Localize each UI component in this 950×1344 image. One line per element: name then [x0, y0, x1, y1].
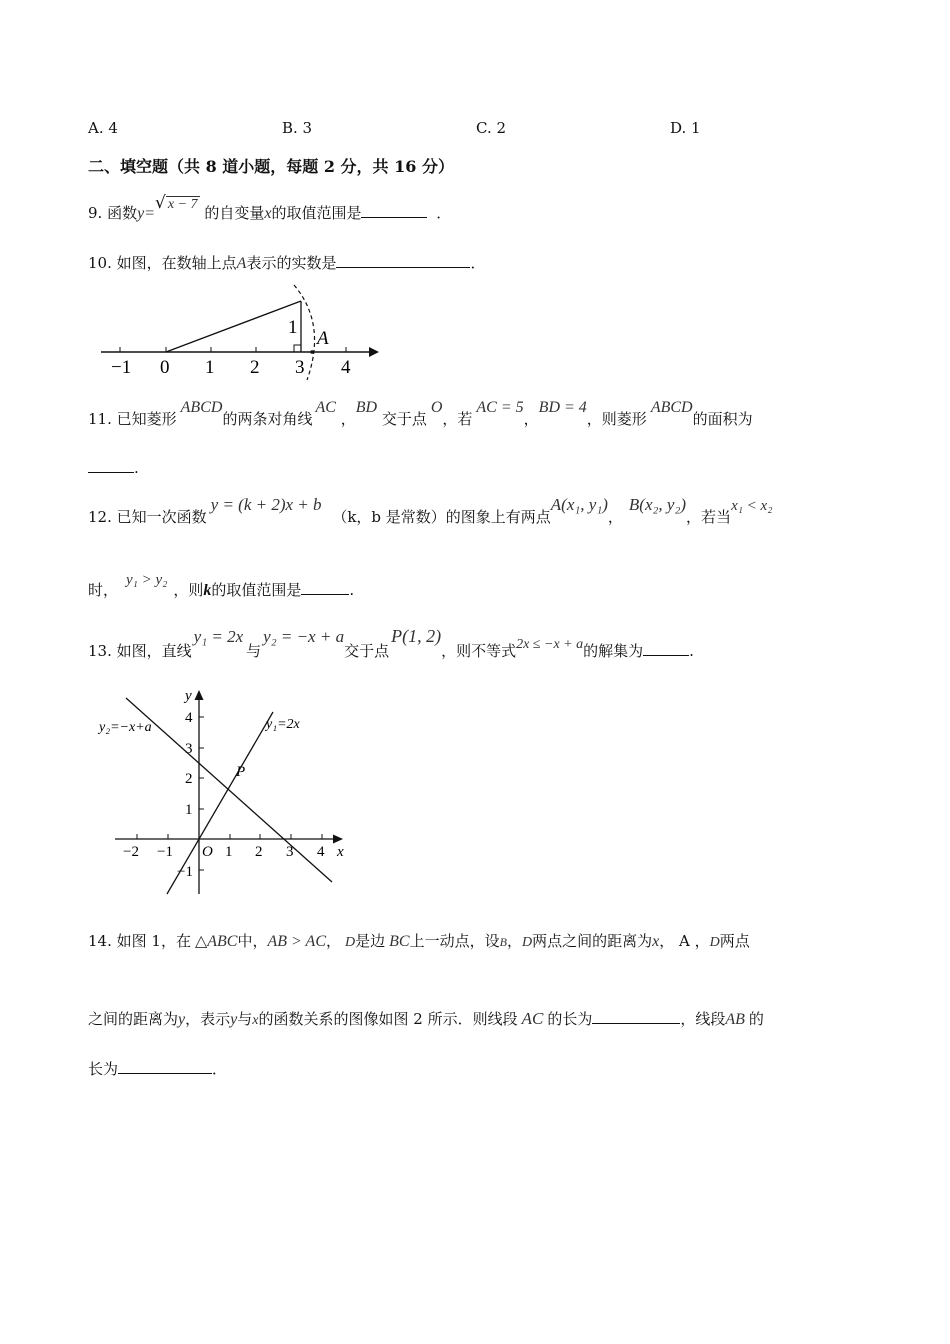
- option-d: D. 1: [670, 119, 701, 137]
- y-tick-label: 4: [185, 710, 193, 726]
- tick-label: 3: [295, 357, 305, 378]
- tick-label: 1: [205, 357, 215, 378]
- right-angle-icon: [294, 345, 301, 352]
- point-a-dot: [310, 350, 314, 354]
- x-tick-label: −1: [157, 844, 173, 860]
- question-12-line-2: 时，y₁ > y₂，则k的取值范围是 .: [88, 572, 355, 599]
- option-b: B. 3: [282, 119, 313, 137]
- y-tick-label: 1: [185, 802, 193, 818]
- line-y2-label: y₂=−x+a: [99, 720, 152, 735]
- question-14: 14. 如图 1，在 △ABC中，AB > AC， D是边 BC上一动点，设B，D两点之间的距离为x， A ，D两点: [88, 932, 750, 950]
- y-tick-label: 2: [185, 771, 193, 787]
- y-arrow-icon: [195, 690, 204, 700]
- tick-label: −1: [111, 357, 132, 378]
- height-label: 1: [288, 317, 298, 338]
- x-tick-label: −2: [123, 844, 139, 860]
- point-a-label: A: [317, 328, 329, 349]
- option-a: A. 4: [88, 119, 118, 137]
- x-tick-label: 1: [225, 844, 233, 860]
- origin-label: O: [202, 844, 213, 860]
- question-14-line-3: 长为 ．: [88, 1060, 228, 1078]
- x-ticks: [137, 834, 322, 839]
- point-p-label: P: [236, 764, 246, 780]
- question-14-line-2: 之间的距离为y，表示y与x的函数关系的图像如图 2 所示．则线段 AC 的长为 ，线段AB 的: [88, 1009, 764, 1028]
- line-y1: [167, 712, 273, 894]
- hypotenuse: [166, 301, 301, 352]
- question-11: 11. 已知菱形ABCD的两条对角线AC ，BD 交于点O，若AC = 5，BD = 4，则菱形ABCD的面积为: [88, 399, 753, 428]
- option-c: C. 2: [476, 119, 507, 137]
- question-10: 10. 如图，在数轴上点A表示的实数是 ．: [88, 254, 486, 272]
- answer-blank-ab[interactable]: [118, 1059, 212, 1074]
- question-9: 9. 函数y=√ x − 7 的自变量x的取值范围是 ．: [88, 193, 452, 222]
- y-tick-label: 3: [185, 741, 193, 757]
- section-title: 二、填空题（共 8 道小题，每题 2 分，共 16 分）: [88, 157, 454, 176]
- arrow-head-icon: [369, 347, 379, 357]
- x-arrow-icon: [333, 835, 343, 844]
- x-axis-label: x: [337, 844, 344, 860]
- x-tick-label: 4: [317, 844, 325, 860]
- sqrt-expression: √ x − 7: [155, 193, 198, 213]
- y-tick-label: −1: [177, 864, 193, 880]
- line-y1-label: y₁=2x: [266, 717, 300, 732]
- x-tick-label: 3: [286, 844, 294, 860]
- tick-label: 2: [250, 357, 260, 378]
- x-tick-label: 2: [255, 844, 263, 860]
- tick-label: 0: [160, 357, 170, 378]
- number-line-figure: [95, 282, 395, 382]
- tick-label: 4: [341, 357, 351, 378]
- question-12: 12. 已知一次函数y = (k + 2)x + b （k，b 是常数）的图象上有两点A(x₁, y₁)，B(x₂, y₂)，若当x₁ < x₂: [88, 495, 773, 526]
- answer-blank[interactable]: [361, 203, 427, 218]
- question-11-line-2: .: [88, 458, 139, 477]
- answer-blank[interactable]: [643, 641, 689, 656]
- question-13: 13. 如图，直线y₁ = 2x与y₂ = −x + a交于点P(1, 2)，则不等式2x ≤ −x + a的解集为 .: [88, 626, 694, 660]
- y-axis-label: y: [185, 688, 192, 704]
- answer-blank[interactable]: [301, 580, 349, 595]
- coordinate-graph-figure: [95, 684, 360, 899]
- answer-blank[interactable]: [88, 458, 134, 473]
- answer-blank[interactable]: [336, 253, 470, 268]
- answer-blank-ac[interactable]: [592, 1009, 680, 1024]
